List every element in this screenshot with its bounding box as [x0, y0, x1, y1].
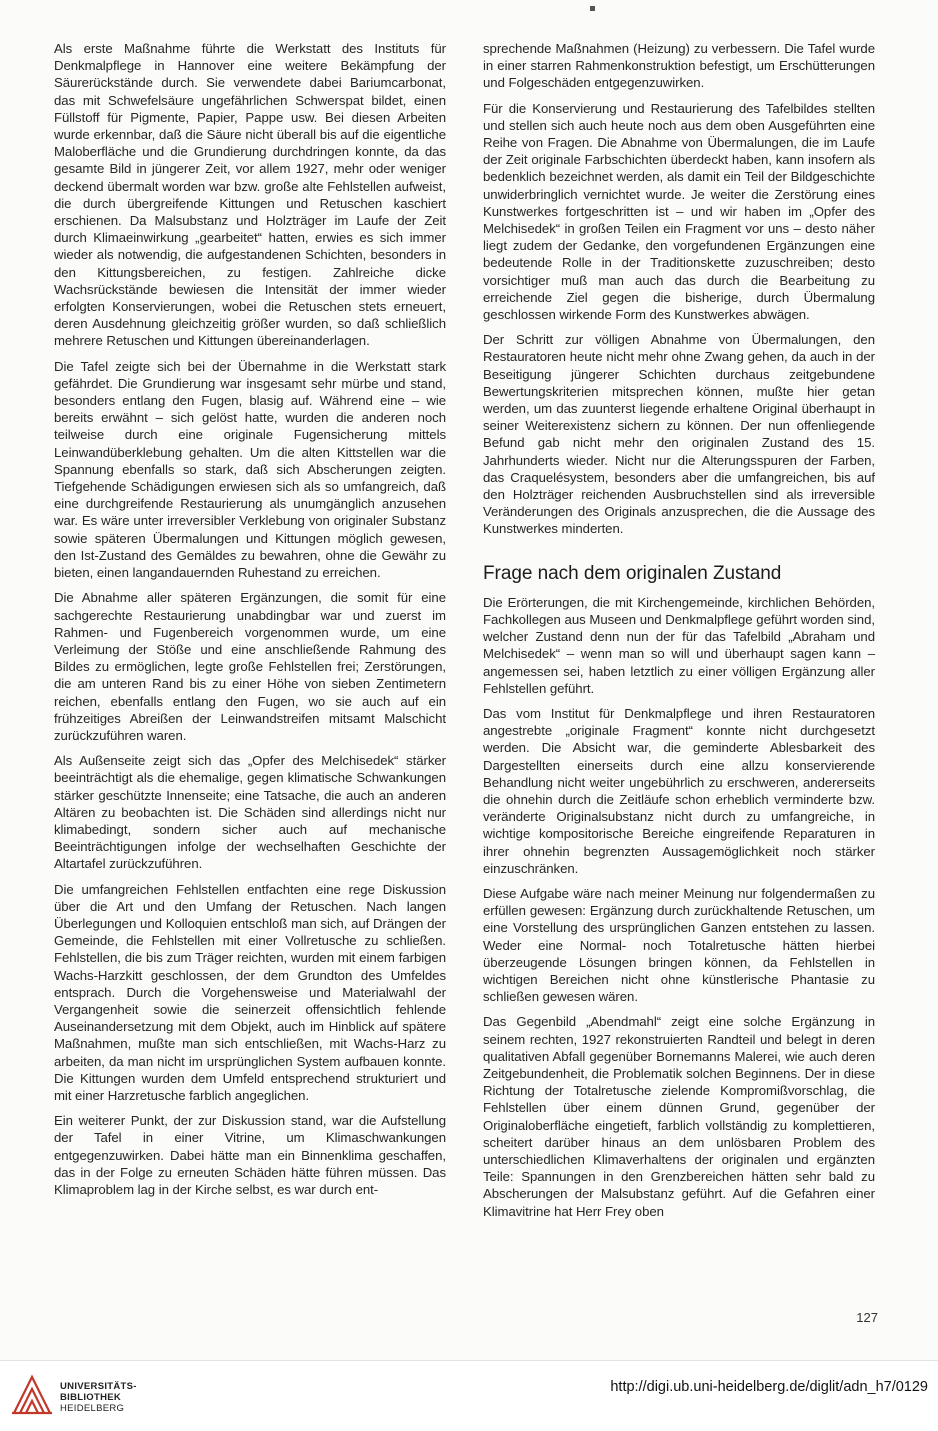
right-paragraph-5: Das vom Institut für Denkmalpflege und ihren Restauratoren angestrebte „originale Fragment“ konnte nicht durchgesetzt werden. Die Absicht war, die geminderte Ablesbarkeit des Dargestellten einerseits durch eine allzu konservierende Behandlung nicht weiter ungebührlich zu erschweren, andererseits die ohnehin durch die Zeitläufe schon erheblich verminderte bzw. veränderte Originalsubstanz nicht durch zu umfangreiche, in wichtige kompositorische Bereiche eingreifende Reparaturen in ihrer ohnehin begrenzten Aussagemöglichkeit noch stärker einzuschränken. [483, 705, 875, 876]
left-paragraph-3: Die Abnahme aller späteren Ergänzungen, die somit für eine sachgerechte Restaurierung unabdingbar war und zuerst im Rahmen- und Fugenbereich vorgenommen wurde, um eine Verleimung der Stöße und eine anschließende Rahmung des Bildes zu ermöglichen, legte große Fehlstellen frei; Zerstörungen, die am unteren Rand bis zu einer Höhe von sieben Zentimetern reichen, ebenfalls entlang den Fugen, wo sie auch auf ein frühzeitiges Abreißen der Leinwandstreifen mitsamt Malschicht zurückzuführen waren. [54, 590, 446, 743]
viewer-footer [0, 1360, 938, 1431]
ub-heidelberg-logo-icon[interactable] [10, 1373, 54, 1417]
right-paragraph-3: Der Schritt zur völligen Abnahme von Übermalungen, den Restauratoren heute nicht mehr ohne Zwang gehen, da auch in der Beseitigung jüngerer Schichten durchaus zeitgebundene Bewertungskriterien mitsprechen können, mußte hier getan werden, um das zuunterst liegende erhaltene Original überhaupt in seiner Weiterexistenz sichern zu können. Der nun offenliegende Befund gab nicht mehr den originalen Zustand des 15. Jahrhunderts wieder. Nicht nur die Alterungsspuren der Farben, das Craquelésystem, besonders aber die umfangreichen, bis auf den Holzträger reichenden Ausbruchstellen sind als irreversible Veränderungen des Originals anzusprechen, die die Aussage des Kunstwerkes minderten. [483, 332, 875, 537]
right-paragraph-1: sprechende Maßnahmen (Heizung) zu verbessern. Die Tafel wurde in einer starren Rahmenkonstruktion befestigt, um Erschütterungen und Folgeschäden entgegenzuwirken. [483, 41, 875, 91]
library-name-line-3: HEIDELBERG [60, 1403, 125, 1414]
library-name-line-1: UNIVERSITÄTS- [60, 1381, 137, 1392]
left-paragraph-1: Als erste Maßnahme führte die Werkstatt des Instituts für Denkmalpflege in Hannover eine weitere Bekämpfung der Säurerückstände durch. Sie verwendete dabei Bariumcarbonat, das mit Schwefelsäure ungefährlichen Schwerspat bildet, einen Füllstoff für Pigmente, Papier, Pappe usw. Bei diesen Arbeiten wurde erkennbar, daß die Säure nicht überall bis auf die eigentliche Maloberfläche und die Grundierung durchdringen konnte, da das gesamte Bild in jüngerer Zeit, vor allem 1927, mehr oder weniger deckend übermalt worden war bzw. große alte Fehlstellen aufweist, die durch übergreifende Kittungen und Retuschen kaschiert erschienen. Da Malsubstanz und Holzträger im Laufe der Zeit durch Klimaeinwirkung „gearbeitet“ hatten, erwies es sich immer wieder als notwendig, die aufgestandenen Schichten, besonders in den Kittungsbereichen, zu festigen. Zahlreiche dicke Wachsrückstände bewiesen die Intensität der immer wieder erfolgten Konservierungen, wobei die Retuschen stets erneuert, deren Ausdehnung gleichzeitig größer wurden, so daß schließlich mehrere Retuschen und Kittungen übereinanderlagen. [54, 41, 446, 349]
section-heading: Frage nach dem originalen Zustand [483, 562, 782, 584]
right-paragraph-6: Diese Aufgabe wäre nach meiner Meinung nur folgendermaßen zu erfüllen gewesen: Ergänzung durch zurückhaltende Retuschen, um eine Vorstellung des ursprünglichen Ganzen entstehen zu lassen. Weder eine Normal- noch Totalretusche hätten hierbei überzeugende Lösungen bringen können, da Fehlstellen in wichtigen Bereichen nicht ohne künstlerische Phantasie zu schließen gewesen wären. [483, 885, 875, 1005]
library-name-line-2: BIBLIOTHEK [60, 1392, 122, 1403]
right-column [483, 40, 875, 1228]
left-paragraph-2: Die Tafel zeigte sich bei der Übernahme in die Werkstatt stark gefährdet. Die Grundierung war insgesamt sehr mürbe und stand, besonders entlang den Fugen, blasig auf. Während eine – wie bereits erwähnt – sich gelöst hatte, wurden die anderen noch teilweise durch eine originale Fugensicherung mittels Leinwandüberklebung gehalten. Um die alten Kittstellen war die Spannung ebenfalls so stark, daß sich Abscherungen zeigten. Tiefgehende Schädigungen erwiesen sich als so umfangreich, daß eine durchgreifende Restaurierung als unumgänglich anzusehen war. Es wäre unter irreversibler Verklebung von originaler Substanz sowie späteren Übermalungen und Kittungen möglich gewesen, den Ist-Zustand des Gemäldes zu bewahren, ohne die Gewähr zu bieten, einen langandauernden Ruhestand zu erreichen. [54, 358, 446, 581]
library-name[interactable] [60, 1381, 137, 1414]
page-mark [590, 6, 595, 11]
left-paragraph-6: Ein weiterer Punkt, der zur Diskussion stand, war die Aufstellung der Tafel in einer Vitrine, um Klimaschwankungen entgegenzuwirken. Dabei hätte man ein Binnenklima geschaffen, das in der Folge zu erneuten Schäden hätte führen müssen. Das Klimaproblem lag in der Kirche selbst, es war durch ent- [54, 1113, 446, 1197]
right-paragraph-2: Für die Konservierung und Restaurierung des Tafelbildes stellten und stellen sich auch heute noch aus dem oben Ausgeführten eine Reihe von Fragen. Die Abnahme von Übermalungen, die im Laufe der Zeit originale Farbschichten überdeckt haben, kann insofern als bedenklich bezeichnet werden, als damit ein Teil der Bildgeschichte unwiderbringlich vernichtet wurde. Je weiter die Zerstörung eines Kunstwerkes fortgeschritten ist – und wir haben im „Opfer des Melchisedek“ in großen Teilen ein Fragment vor uns – desto näher liegt zudem der Gedanke, den vorgefundenen Ergänzungen eine bedeutende Rolle in der Traditionskette zuzuschreiben; desto vorsichtiger muß man auch das durch die Bearbeitung zu erreichende Ziel gegen die bisherige, durch Übermalung geschlossen wirkende Form des Kunstwerkes abwägen. [483, 100, 875, 323]
right-paragraph-4: Die Erörterungen, die mit Kirchengemeinde, kirchlichen Behörden, Fachkollegen aus Museen und Denkmalpflege geführt worden sind, welcher Zustand denn nun der für das Tafelbild „Abraham und Melchisedek“ – wenn man so will und überhaupt sagen kann – angemessen sei, haben letztlich zu einer völligen Ergänzung aller Fehlstellen geführt. [483, 594, 875, 696]
page-number: 127 [856, 1310, 878, 1325]
left-paragraph-5: Die umfangreichen Fehlstellen entfachten eine rege Diskussion über die Art und den Umfang der Retuschen. Nach langen Überlegungen und Kolloquien entschloß man sich, auf Drängen der Gemeinde, die Fehlstellen mit einer Vollretusche zu schließen. Fehlstellen, die bis zum Träger reichten, wurden mit einem farbigen Wachs-Harzkitt geschlossen, der dem Grundton des Umfeldes entsprach. Durch die Vorgehensweise und Materialwahl der Vergangenheit sowie die seinerzeit offensichtlich fehlende Auseinandersetzung mit dem Objekt, auch im Hinblick auf spätere Maßnahmen, mußte man sich entschließen, mit Wachs-Harz zu arbeiten, da man nicht im ursprünglichen System aufbauen konnte. Die Kittungen wurden dem Umfeld entsprechend strukturiert und mit einer Harzretusche farblich angeglichen. [54, 881, 446, 1103]
left-paragraph-4: Als Außenseite zeigt sich das „Opfer des Melchisedek“ stärker beeinträchtigt als die ehemalige, gegen klimatische Schwankungen stärker geschützte Innenseite; eine Tatsache, die auch an anderen Altären zu beobachten ist. Die Schäden sind allerdings nicht nur klimabedingt, sondern sicher auch auf mechanische Beeinträchtigungen infolge der wechselhaften Geschichte der Altartafel zurückzuführen. [54, 753, 446, 872]
permalink-url[interactable]: http://digi.ub.uni-heidelberg.de/diglit/adn_h7/0129 [610, 1379, 928, 1395]
left-column [54, 40, 446, 1206]
right-paragraph-7: Das Gegenbild „Abendmahl“ zeigt eine solche Ergänzung in seinem rechten, 1927 rekonstruierten Randteil und belegt in deren qualitativen Abfall gegenüber Bornemanns Malerei, wie auch deren Zeitgebundenheit, die Problematik solchen Beginnens. Der in diese Richtung der Totalretusche zielende Kompromißvorschlag, die Fehlstellen über einem dünnen Grund, gegenüber der Originaloberfläche eingetieft, farblich vollständig zu komplettieren, scheitert darüber hinaus an dem unlösbaren Problem des unterschiedlichen Klimaverhaltens der originalen und ergänzten Teile: Spannungen in den Grenzbereichen hätten sehr bald zu Abscherungen der Malsubstanz geführt. Auf die Gefahren einer Klimavitrine hat Herr Frey oben [483, 1014, 875, 1219]
